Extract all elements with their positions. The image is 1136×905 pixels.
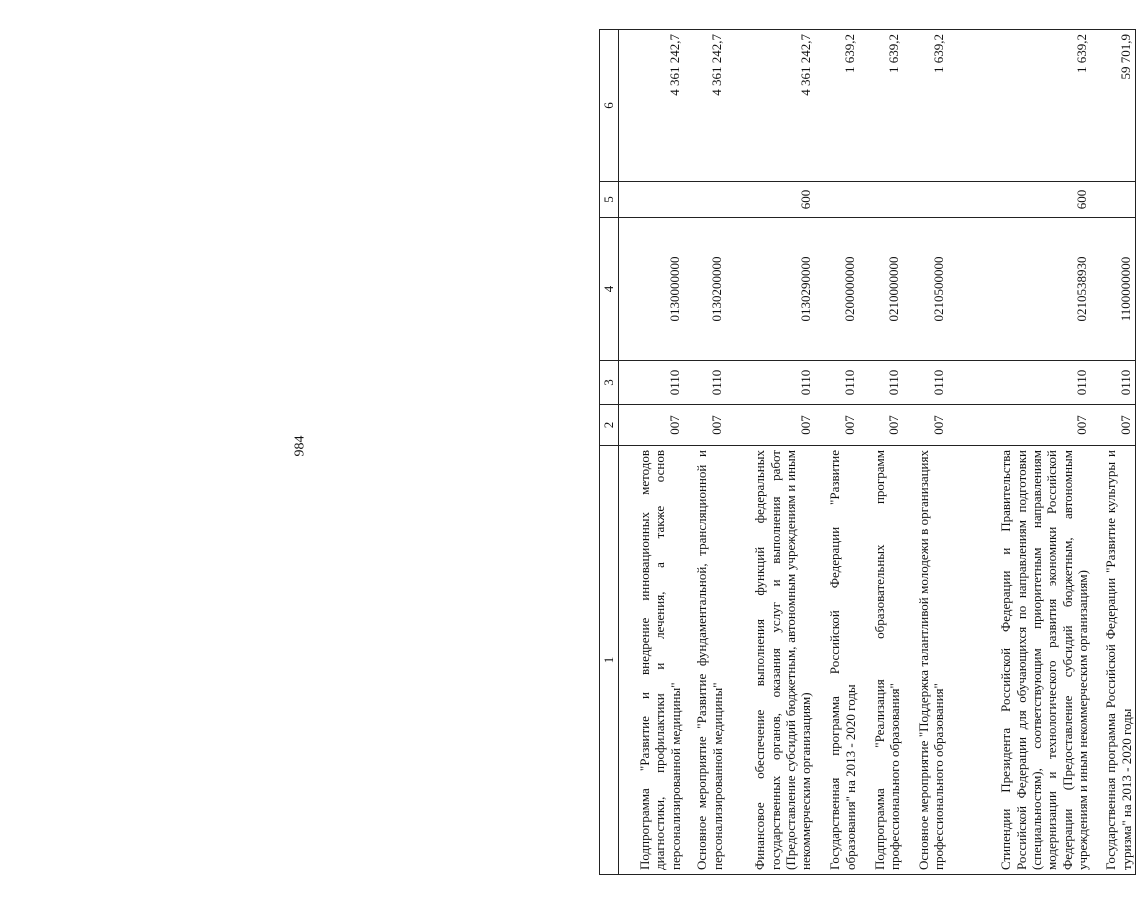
row-target-article: 0130000000: [619, 218, 684, 361]
row-target-article: 0210500000: [903, 218, 947, 361]
row-name: Основное мероприятие "Развитие фундаментальной, трансляционной и персонализированной медицины": [684, 446, 726, 875]
row-ministry-code: 007: [726, 405, 815, 446]
row-section-code: 0110: [726, 361, 815, 405]
row-expense-type: 600: [726, 182, 815, 218]
row-expense-type: [1091, 182, 1135, 218]
row-name: Подпрограмма "Реализация образовательных программ профессионального образования": [859, 446, 903, 875]
header-col-4: 4: [600, 218, 619, 361]
row-target-article: 0200000000: [815, 218, 859, 361]
row-ministry-code: 007: [1091, 405, 1135, 446]
table-row: [948, 30, 1091, 875]
budget-table: [599, 29, 1136, 875]
row-name: Стипендии Президента Российской Федерации и Правительства Российской Федерации для обучающихся по направлениям подготовки (специальностям), соответствующим приоритетным направлениям модернизации и технологического развития экономики Российской Федерации (Предоставление субсидий бюджетным, автономным учреждениям и иным некоммерческим организациям): [948, 446, 1091, 875]
row-name: Подпрограмма "Развитие и внедрение инновационных методов диагностики, профилактики и лечения, а также основ персонализированной медицины": [619, 446, 684, 875]
table-header-row: [600, 30, 619, 875]
row-target-article: 0210000000: [859, 218, 903, 361]
row-expense-type: [815, 182, 859, 218]
row-amount: 4 361 242,7: [726, 30, 815, 182]
row-amount: 59 701,9: [1091, 30, 1135, 182]
table-row: [903, 30, 947, 875]
header-col-5: 5: [600, 182, 619, 218]
table-row: [619, 30, 684, 875]
row-name: Государственная программа Российской Федерации "Развитие образования" на 2013 - 2020 годы: [815, 446, 859, 875]
row-name: Финансовое обеспечение выполнения функций федеральных государственных органов, оказания услуг и выполнения работ (Предоставление субсидий бюджетным, автономным учреждениям и иным некоммерческим организациям): [726, 446, 815, 875]
row-amount: 4 361 242,7: [619, 30, 684, 182]
table-row: [684, 30, 726, 875]
row-amount: 1 639,2: [859, 30, 903, 182]
row-target-article: 1100000000: [1091, 218, 1135, 361]
row-amount: 1 639,2: [948, 30, 1091, 182]
row-amount: 1 639,2: [815, 30, 859, 182]
budget-table-container: [599, 30, 1136, 875]
row-section-code: 0110: [815, 361, 859, 405]
row-expense-type: 600: [948, 182, 1091, 218]
row-name: Основное мероприятие "Поддержка талантливой молодежи в организациях профессионального образования": [903, 446, 947, 875]
row-ministry-code: 007: [619, 405, 684, 446]
row-section-code: 0110: [684, 361, 726, 405]
row-target-article: 0130200000: [684, 218, 726, 361]
row-section-code: 0110: [948, 361, 1091, 405]
table-row: [859, 30, 903, 875]
row-expense-type: [859, 182, 903, 218]
row-section-code: 0110: [903, 361, 947, 405]
row-section-code: 0110: [619, 361, 684, 405]
header-col-1: 1: [600, 446, 619, 875]
row-amount: 1 639,2: [903, 30, 947, 182]
row-ministry-code: 007: [859, 405, 903, 446]
row-ministry-code: 007: [948, 405, 1091, 446]
table-row: [1091, 30, 1135, 875]
row-ministry-code: 007: [815, 405, 859, 446]
header-col-6: 6: [600, 30, 619, 182]
header-col-2: 2: [600, 405, 619, 446]
table-row: [726, 30, 815, 875]
header-col-3: 3: [600, 361, 619, 405]
row-section-code: 0110: [1091, 361, 1135, 405]
page-number: 984: [292, 435, 308, 457]
row-section-code: 0110: [859, 361, 903, 405]
row-expense-type: [619, 182, 684, 218]
row-name: Государственная программа Российской Федерации "Развитие культуры и туризма" на 2013 - 2020 годы: [1091, 446, 1135, 875]
row-ministry-code: 007: [684, 405, 726, 446]
row-expense-type: [903, 182, 947, 218]
row-target-article: 0130290000: [726, 218, 815, 361]
row-target-article: 0210538930: [948, 218, 1091, 361]
table-row: [815, 30, 859, 875]
row-amount: 4 361 242,7: [684, 30, 726, 182]
row-expense-type: [684, 182, 726, 218]
row-ministry-code: 007: [903, 405, 947, 446]
